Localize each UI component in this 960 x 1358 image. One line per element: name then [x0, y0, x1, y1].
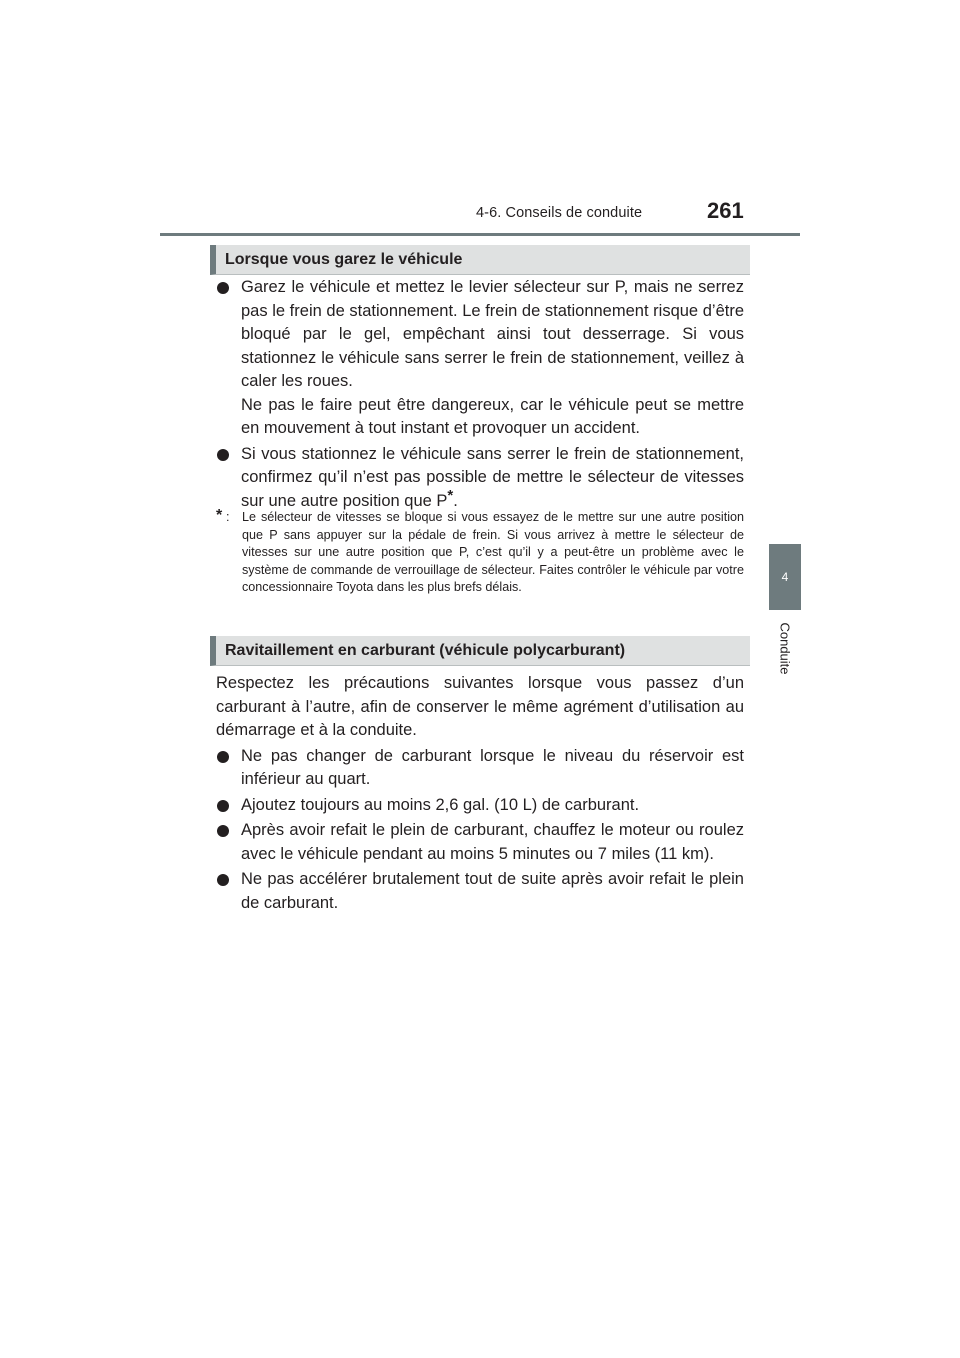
bullet-icon — [217, 874, 229, 886]
footnote-asterisk: * — [447, 486, 454, 504]
bullet-text: Si vous stationnez le véhicule sans serrer le frein de stationnement, confirmez qu’il n’est pas possible de mettre le sélecteur de vitesses sur une autre position que P — [241, 444, 744, 510]
footnote-text: Le sélecteur de vitesses se bloque si vous essayez de le mettre sur une autre position que P sans appuyer sur la pédale de frein. Si vous arrivez à mettre le sélecteur de vitesses sur une autre position que P, c’est qu’il y a peut-être un problème avec le système de commande de verrouillage de sélecteur. Faites contrôler le véhicule par votre concessionnaire Toyota dans les plus brefs délais. — [242, 510, 744, 594]
bullet-text: Après avoir refait le plein de carburant, chauffez le moteur ou roulez avec le véhicule pendant au moins 5 minutes ou 7 miles (11 km). — [241, 821, 744, 863]
footnote — [216, 509, 744, 597]
chapter-number: 4 — [781, 570, 789, 584]
header-rule — [160, 233, 800, 236]
running-header-section: 4-6. Conseils de conduite — [476, 205, 643, 221]
bullet-text: Ajoutez toujours au moins 2,6 gal. (10 L) de carburant. — [241, 795, 640, 814]
bullet-icon — [217, 825, 229, 837]
chapter-tab — [769, 544, 801, 610]
list-item — [216, 443, 744, 514]
bullet-text-end: . — [453, 491, 458, 510]
refuel-content — [216, 672, 744, 917]
bullet-text-continued: Ne pas le faire peut être dangereux, car le véhicule peut se mettre en mouvement à tout instant et provoquer un accident. — [241, 395, 744, 437]
bullet-icon — [217, 449, 229, 461]
parking-content — [216, 276, 744, 515]
bullet-text: Garez le véhicule et mettez le levier sélecteur sur P, mais ne serrez pas le frein de stationnement. Le frein de stationnement risque d’être bloqué par le gel, empêchant ainsi tout desserrage. Si vous stationnez le véhicule sans serrer le frein de stationnement, veillez à caler les roues. — [241, 278, 744, 390]
intro-paragraph: Respectez les précautions suivantes lorsque vous passez d’un carburant à l’autre, afin de conserver le même agrément d’utilisation au démarrage et à la conduite. — [216, 674, 744, 739]
footnote-colon: : — [226, 510, 230, 524]
list-item — [216, 276, 744, 441]
bullet-icon — [217, 282, 229, 294]
footnote-mark: * — [216, 507, 223, 524]
section-heading-refuel — [210, 636, 750, 666]
bullet-text: Ne pas accélérer brutalement tout de suite après avoir refait le plein de carburant. — [241, 870, 744, 912]
bullet-text: Ne pas changer de carburant lorsque le niveau du réservoir est inférieur au quart. — [241, 746, 744, 788]
section-heading-parking — [210, 245, 750, 275]
chapter-label-container — [769, 616, 801, 680]
bullet-text-container — [241, 443, 744, 514]
list-item — [216, 868, 744, 915]
bullet-icon — [217, 800, 229, 812]
section-heading-refuel-text: Ravitaillement en carburant (véhicule polycarburant) — [225, 641, 626, 659]
list-item — [216, 794, 744, 818]
page-number: 261 — [707, 198, 744, 223]
section-heading-parking-text: Lorsque vous garez le véhicule — [225, 250, 463, 268]
bullet-icon — [217, 751, 229, 763]
chapter-label: Conduite — [777, 621, 793, 675]
list-item — [216, 745, 744, 792]
list-item — [216, 819, 744, 866]
